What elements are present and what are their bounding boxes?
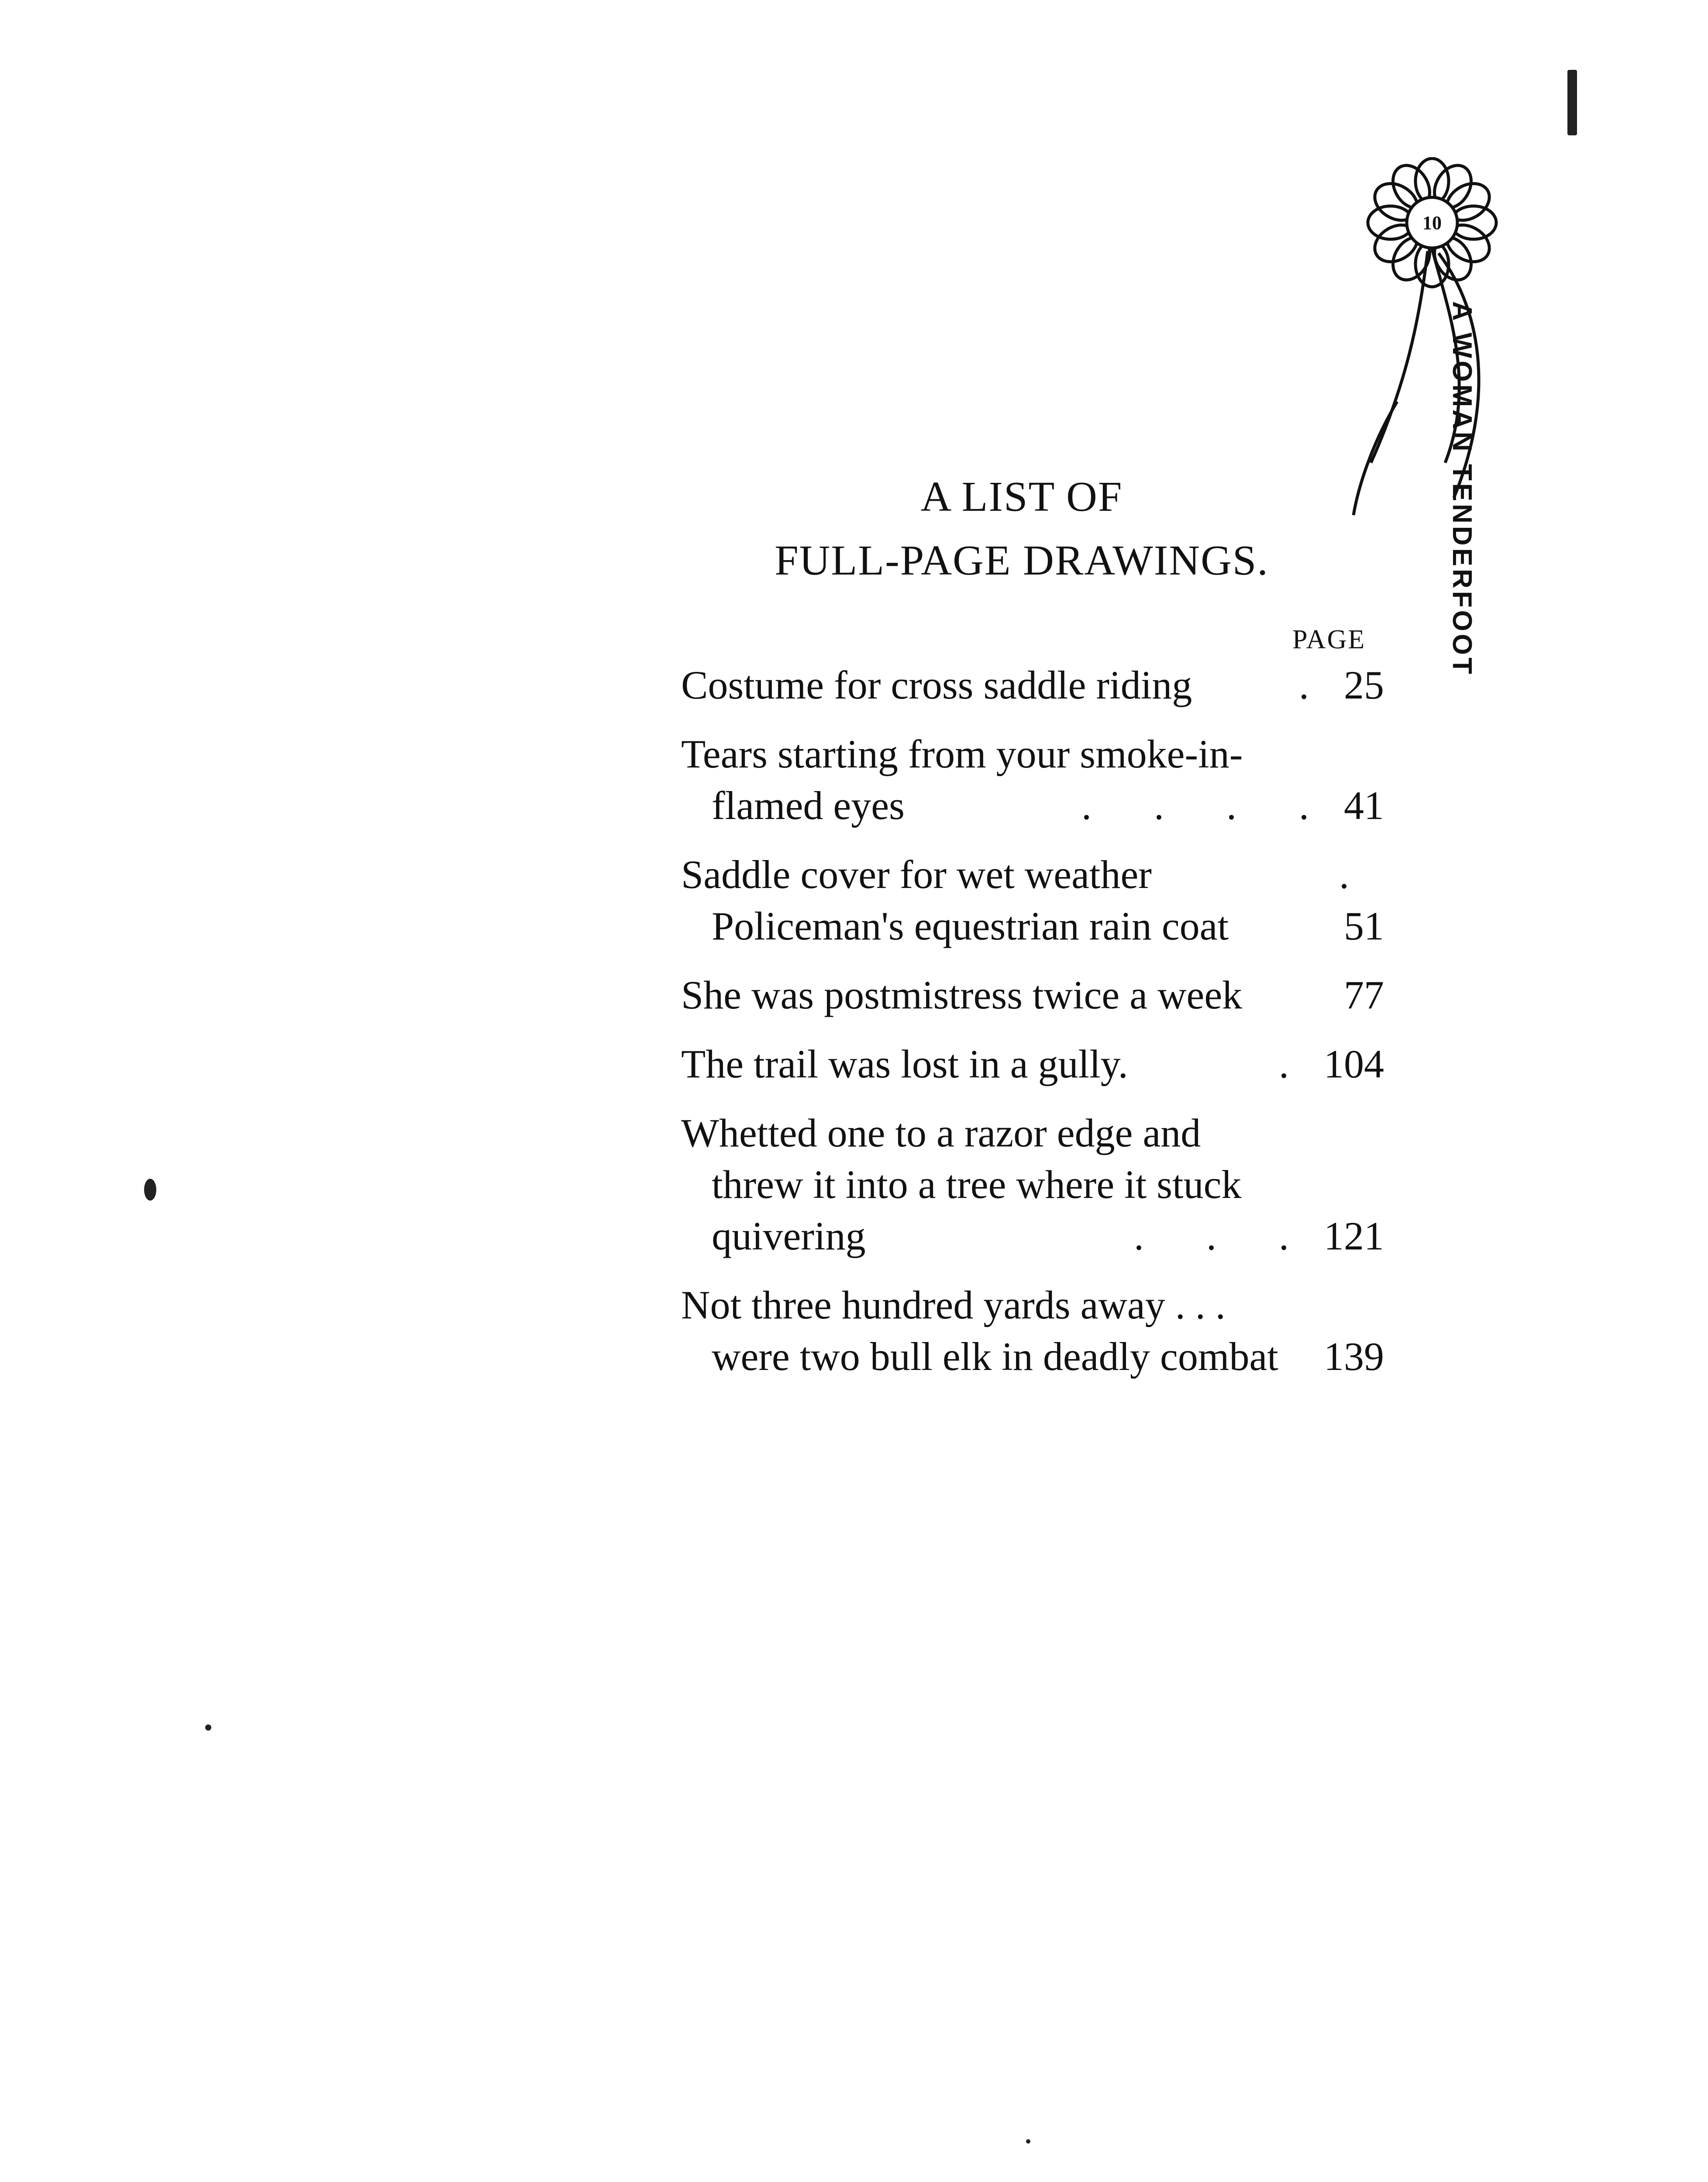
entry-text: Whetted one to a razor edge and [681, 1111, 1201, 1155]
page-number: 77 [1344, 973, 1384, 1017]
page-column-label: PAGE [1292, 625, 1366, 654]
list-item [681, 728, 1384, 831]
list-item [681, 1279, 1384, 1382]
entry-text: Tears starting from your smoke-in- [681, 732, 1243, 776]
flower-page-number: 10 [1422, 212, 1442, 234]
page-number: 41 [1344, 783, 1384, 828]
scan-speck [1567, 70, 1577, 135]
entry-text: quivering [712, 1214, 866, 1258]
scan-speck [205, 1724, 211, 1731]
entry-text: threw it into a tree where it stuck [712, 1162, 1242, 1207]
list-item [681, 969, 1384, 1021]
entry-text: flamed eyes [712, 783, 905, 828]
leader-dots: . [1279, 1042, 1315, 1086]
page-number: 139 [1324, 1334, 1384, 1379]
entry-text: Not three hundred yards away . . . [681, 1283, 1226, 1327]
page-number: 25 [1344, 663, 1384, 707]
entry-text: Costume for cross saddle riding [681, 663, 1192, 707]
list-item [681, 659, 1384, 711]
heading-line-2: FULL-PAGE DRAWINGS. [775, 537, 1269, 584]
leader-dots: . . . [1134, 1214, 1315, 1258]
entry-text: The trail was lost in a gully. [681, 1042, 1128, 1086]
list-item [681, 1038, 1384, 1090]
drawings-list [681, 659, 1384, 1400]
flower-ornament [1345, 157, 1502, 725]
list-item [681, 1107, 1384, 1262]
page-number: 104 [1324, 1042, 1384, 1086]
entry-text: Saddle cover for wet weather [681, 852, 1152, 897]
entry-text: were two bull elk in deadly combat [712, 1334, 1278, 1379]
heading-line-1: A LIST OF [920, 473, 1123, 520]
entry-text: Policeman's equestrian rain coat [712, 904, 1229, 948]
leader-dots: . [1299, 663, 1335, 707]
scan-speck [1026, 2139, 1030, 2144]
leader-dots: . [1339, 852, 1375, 897]
list-item [681, 849, 1384, 952]
page-number: 51 [1344, 904, 1384, 948]
leader-dots: . . . . [1081, 783, 1335, 828]
vertical-book-title: A WOMAN TENDERFOOT [1447, 301, 1477, 677]
page-heading [655, 472, 1388, 586]
entry-text: She was postmistress twice a week [681, 973, 1243, 1017]
page-number: 121 [1324, 1214, 1384, 1258]
scan-speck [144, 1179, 156, 1201]
